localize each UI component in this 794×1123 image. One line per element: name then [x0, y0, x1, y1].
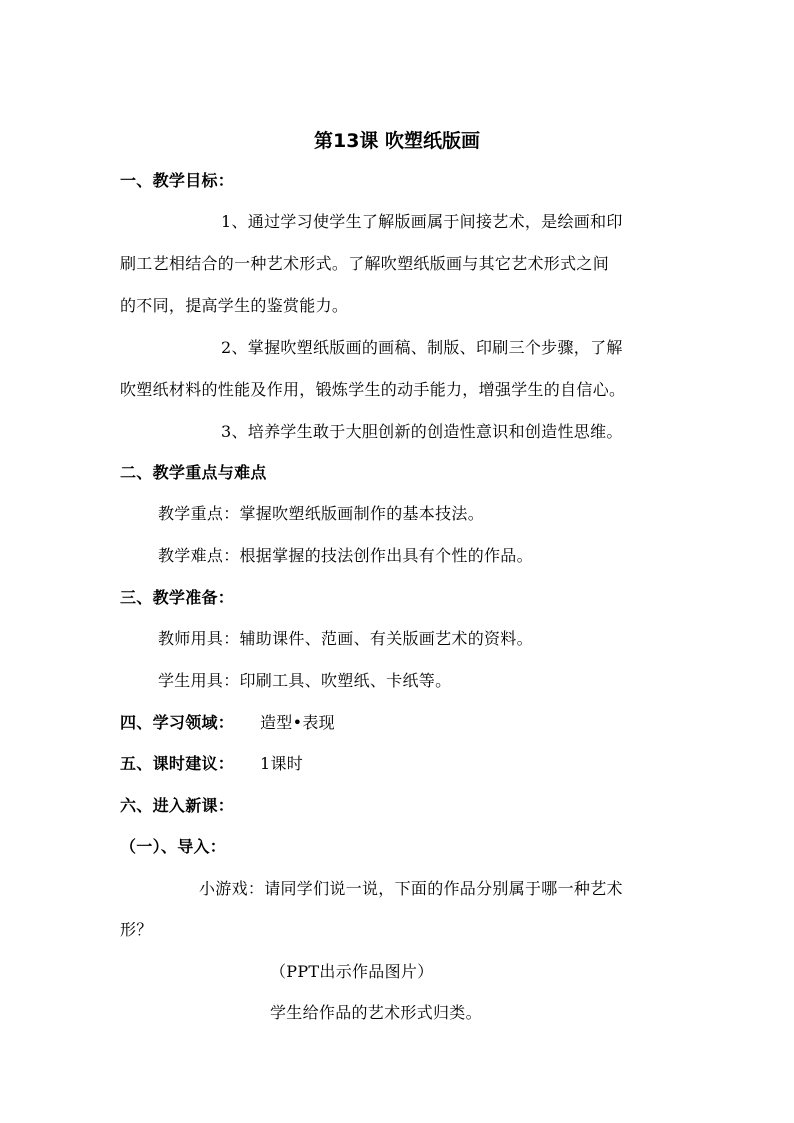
prep-teacher-tools: 教师用具：辅助课件、范画、有关版画艺术的资料。 [158, 629, 533, 648]
section-heading-new-lesson: 六、进入新课： [120, 796, 235, 815]
intro-classify-note: 学生给作品的艺术形式归类。 [270, 1003, 482, 1022]
intro-game-line: 小游戏：请同学们说一说，下面的作品分别属于哪一种艺术 [199, 879, 623, 898]
subsection-heading-intro: （一）、导入： [120, 837, 227, 856]
paragraph-line: 的不同，提高学生的鉴赏能力。 [120, 296, 349, 315]
paragraph-line: 2、掌握吹塑纸版画的画稿、制版、印刷三个步骤，了解 [221, 338, 623, 357]
intro-ppt-note: （PPT出示作品图片） [270, 962, 434, 981]
key-point-focus: 教学重点：掌握吹塑纸版画制作的基本技法。 [158, 504, 485, 523]
section-heading-key-points: 二、教学重点与难点 [120, 463, 267, 482]
key-point-difficulty: 教学难点：根据掌握的技法创作出具有个性的作品。 [158, 546, 533, 565]
section-heading-goals: 一、教学目标： [120, 171, 235, 190]
domain-value: 造型•表现 [260, 713, 335, 732]
section-heading-domain: 四、学习领域： [120, 713, 235, 732]
paragraph-line: 吹塑纸材料的性能及作用，锻炼学生的动手能力，增强学生的自信心。 [120, 380, 626, 399]
prep-student-tools: 学生用具：印刷工具、吹塑纸、卡纸等。 [158, 671, 452, 690]
section-heading-hours: 五、课时建议： [120, 754, 235, 773]
paragraph-line: 1、通过学习使学生了解版画属于间接艺术，是绘画和印 [221, 212, 623, 231]
intro-game-line: 形？ [120, 920, 153, 939]
paragraph-line: 3、培养学生敢于大胆创新的创造性意识和创造性思维。 [221, 422, 623, 441]
page-title: 第13课 吹塑纸版画 [313, 130, 481, 152]
hours-value: 1课时 [260, 754, 304, 773]
paragraph-line: 刷工艺相结合的一种艺术形式。了解吹塑纸版画与其它艺术形式之间 [120, 254, 610, 273]
section-heading-prep: 三、教学准备： [120, 588, 235, 607]
